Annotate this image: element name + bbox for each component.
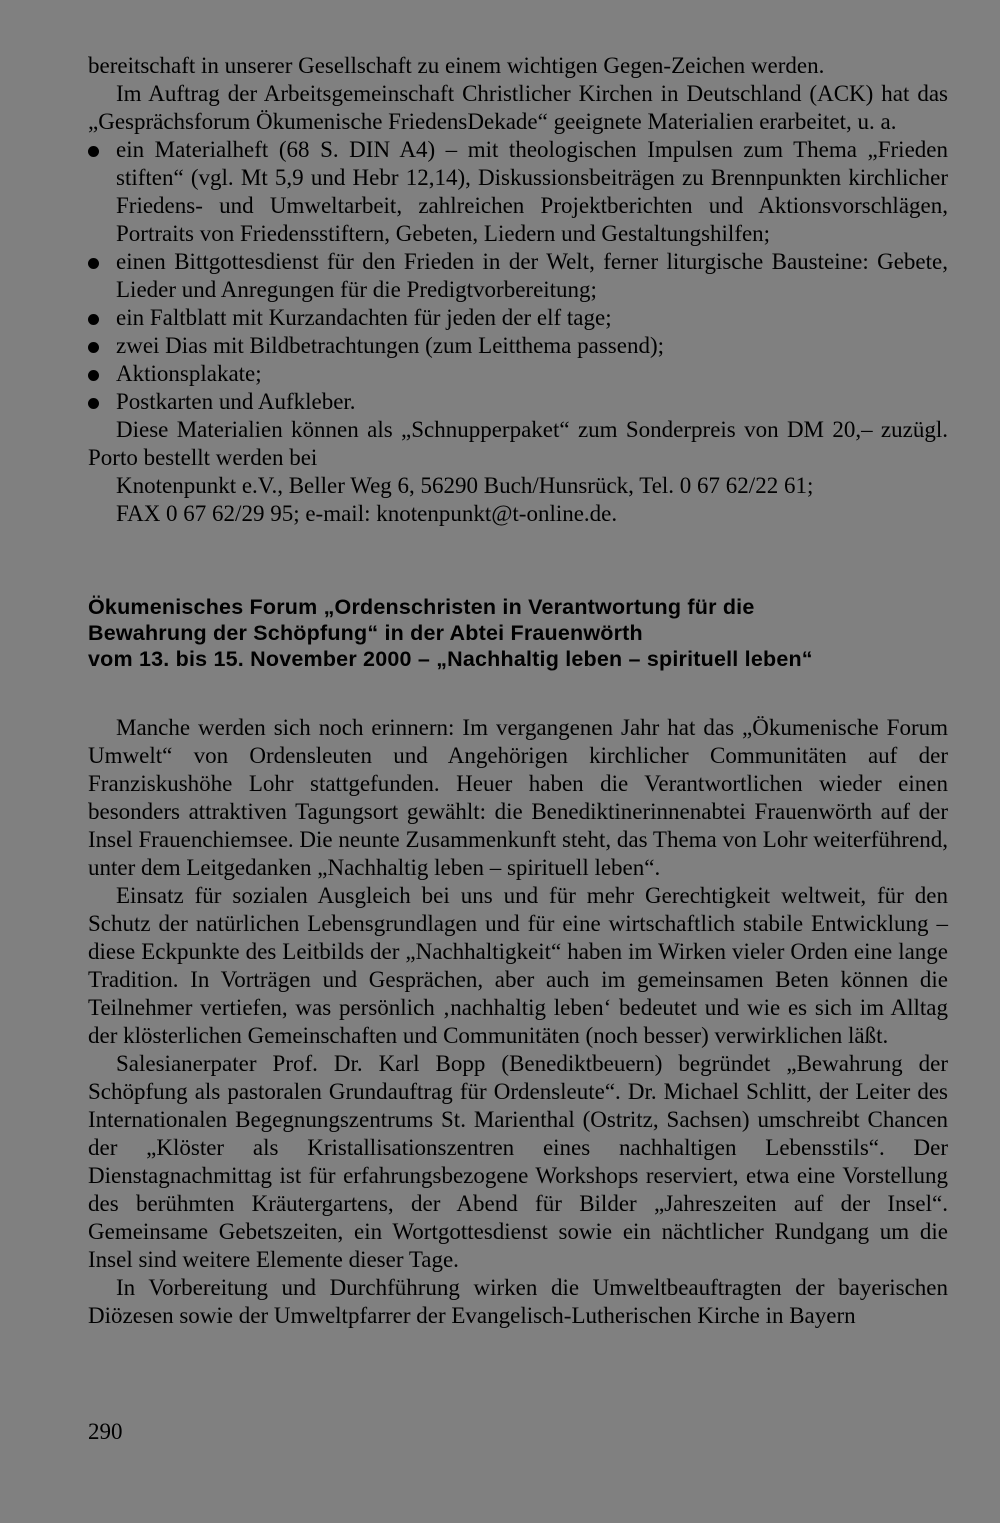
body-paragraph: Salesianerpater Prof. Dr. Karl Bopp (Benediktbeuern) begründet „Bewahrung der Schöpfung als pastoralen Grundauftrag für Ordensleute“. Dr. Michael Schlitt, der Leiter des Internationalen Begegnungszentrums St. Marienthal (Ostritz, Sachsen) umschreibt Chancen der „Klöster als Kristallisationszentren eines nachhaltigen Lebensstils“. Der Dienstagnachmittag ist für erfahrungsbezogene Workshops reserviert, etwa eine Vorstellung des berühmten Kräutergartens, der Abend für Bilder „Jahreszeiten auf der Insel“. Gemeinsame Gebetszeiten, ein Wortgottesdienst sowie ein nächtlicher Rundgang um die Insel sind weitere Elemente dieser Tage. bbox=[88, 1051, 948, 1272]
list-item-text: ein Materialheft (68 S. DIN A4) – mit theologischen Impulsen zum Thema „Frieden stiften“ (vgl. Mt 5,9 und Hebr 12,14), Diskussionsbeiträgen zu Brennpunkten kirchlicher Friedens- und Umweltarbeit, zahlreichen Projektberichten und Aktionsvorschlägen, Portraits von Friedensstiftern, Gebeten, Liedern und Gestaltungshilfen; bbox=[116, 137, 948, 246]
list-item-text: Aktionsplakate; bbox=[116, 361, 262, 386]
list-item-text: zwei Dias mit Bildbetrachtungen (zum Leitthema passend); bbox=[116, 333, 665, 358]
body-paragraph: Manche werden sich noch erinnern: Im vergangenen Jahr hat das „Ökumenische Forum Umwelt“ von Ordensleuten und Angehörigen kirchlicher Communitäten auf der Franziskushöhe Lohr stattgefunden. Heuer haben die Verantwortlichen wieder einen besonders attraktiven Tagungsort gewählt: die Benediktinerinnenabtei Frauenwörth auf der Insel Frauenchiemsee. Die neunte Zusammenkunft steht, das Thema von Lohr weiterführend, unter dem Leitgedanken „Nachhaltig leben – spirituell leben“. bbox=[88, 715, 948, 880]
list-item-text: einen Bittgottesdienst für den Frieden in der Welt, ferner liturgische Bausteine: Gebete, Lieder und Anregungen für die Predigtvorbereitung; bbox=[116, 249, 948, 302]
heading-spacer bbox=[88, 672, 948, 714]
page-number: 290 bbox=[88, 1419, 123, 1444]
heading-line: vom 13. bis 15. November 2000 – „Nachhaltig leben – spirituell leben“ bbox=[88, 647, 813, 671]
list-item bbox=[88, 304, 948, 332]
list-item-text: ein Faltblatt mit Kurzandachten für jeden der elf tage; bbox=[116, 305, 612, 330]
list-item bbox=[88, 248, 948, 304]
page-content bbox=[88, 52, 948, 1330]
continuation-text: bereitschaft in unserer Gesellschaft zu einem wichtigen Gegen-Zeichen werden. bbox=[88, 53, 825, 78]
bullet-icon bbox=[88, 314, 99, 325]
heading-line: Bewahrung der Schöpfung“ in der Abtei Frauenwörth bbox=[88, 621, 643, 645]
intro-paragraph: Im Auftrag der Arbeitsgemeinschaft Christlicher Kirchen in Deutschland (ACK) hat das „Gesprächsforum Ökumenische FriedensDekade“ geeignete Materialien erarbeitet, u. a. bbox=[88, 81, 948, 134]
article-heading bbox=[88, 594, 948, 672]
heading-line: Ökumenisches Forum „Ordenschristen in Verantwortung für die bbox=[88, 595, 755, 619]
materials-list bbox=[88, 136, 948, 416]
section-spacer bbox=[88, 528, 948, 594]
list-item bbox=[88, 136, 948, 248]
order-paragraph: Diese Materialien können als „Schnupperpaket“ zum Sonderpreis von DM 20,– zuzügl. Porto bestellt werden bei bbox=[88, 417, 948, 470]
address-line: Knotenpunkt e.V., Beller Weg 6, 56290 Buch/Hunsrück, Tel. 0 67 62/22 61; bbox=[116, 473, 814, 498]
bullet-icon bbox=[88, 342, 99, 353]
body-paragraph: In Vorbereitung und Durchführung wirken die Umweltbeauftragten der bayerischen Diözesen sowie der Umweltpfarrer der Evangelisch-Lutherischen Kirche in Bayern bbox=[88, 1275, 948, 1328]
list-item bbox=[88, 332, 948, 360]
bullet-icon bbox=[88, 398, 99, 409]
body-paragraph: Einsatz für sozialen Ausgleich bei uns und für mehr Gerechtigkeit weltweit, für den Schutz der natürlichen Lebensgrundlagen und für eine wirtschaftlich stabile Entwicklung – diese Eckpunkte des Leitbilds der „Nachhaltigkeit“ haben im Wirken vieler Orden eine lange Tradition. In Vorträgen und Gesprächen, aber auch im gemeinsamen Beten können die Teilnehmer vertiefen, was persönlich ‚nachhaltig leben‘ bedeutet und wie es sich im Alltag der klösterlichen Gemeinschaften und Communitäten (noch besser) verwirklichen läßt. bbox=[88, 883, 948, 1048]
list-item-text: Postkarten und Aufkleber. bbox=[116, 389, 356, 414]
bullet-icon bbox=[88, 146, 99, 157]
list-item bbox=[88, 360, 948, 388]
bullet-icon bbox=[88, 258, 99, 269]
list-item bbox=[88, 388, 948, 416]
contact-line: FAX 0 67 62/29 95; e-mail: knotenpunkt@t-online.de. bbox=[116, 501, 618, 526]
bullet-icon bbox=[88, 370, 99, 381]
